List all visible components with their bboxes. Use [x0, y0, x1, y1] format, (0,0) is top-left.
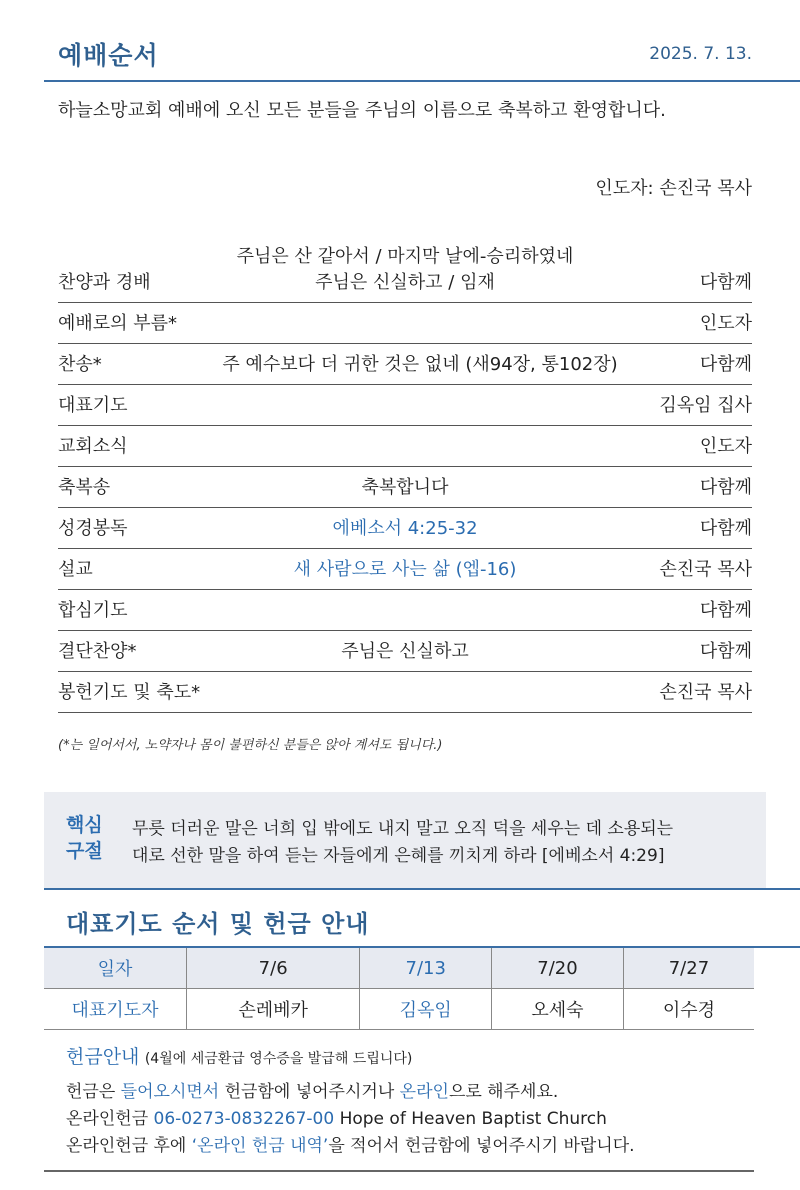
table-cell: 7/13: [360, 948, 492, 989]
table-row: [44, 989, 754, 1030]
highlight-text: ‘온라인 헌금 내역’: [191, 1136, 329, 1156]
order-row: [58, 672, 752, 713]
offering-note: (4월에 세금환급 영수증을 발급해 드립니다): [144, 1051, 413, 1067]
key-verse-line: 무릇 더러운 말은 너희 입 밖에도 내지 말고 오직 덕을 세우는 데 소용되는: [132, 819, 674, 839]
text: 을 적어서 헌금함에 넣어주시기 바랍니다.: [328, 1136, 635, 1156]
account-number: 06-0273-0832267-00: [153, 1109, 335, 1129]
order-right: 손진국 목사: [659, 559, 752, 580]
order-right: 다함께: [699, 272, 752, 293]
order-right: 김옥임 집사: [659, 395, 752, 416]
order-row: [58, 549, 752, 590]
section-title: 대표기도 순서 및 헌금 안내: [66, 910, 370, 938]
account-name: Hope of Heaven Baptist Church: [334, 1109, 607, 1129]
table-row: [44, 948, 754, 989]
bottom-divider: [44, 1170, 754, 1172]
order-row: [58, 631, 752, 672]
worship-order: [58, 240, 752, 713]
order-right: 인도자: [699, 436, 752, 457]
order-row: [58, 240, 752, 303]
order-label: 설교: [58, 559, 93, 580]
text: 헌금함에 넣어주시거나: [219, 1082, 400, 1102]
table-cell: 7/20: [492, 948, 624, 989]
section-divider: [44, 888, 800, 890]
page-title: 예배순서: [58, 41, 159, 70]
order-label: 교회소식: [58, 436, 128, 457]
text: 온라인헌금 후에: [66, 1136, 192, 1156]
leader-info: 인도자: 손진국 목사: [595, 178, 752, 199]
order-row: [58, 303, 752, 344]
key-verse-label: [66, 812, 103, 864]
order-right: 다함께: [699, 354, 752, 375]
prayer-schedule-table: [44, 948, 754, 1030]
key-verse-text: [132, 816, 673, 870]
highlight-text: 온라인: [399, 1082, 449, 1102]
standing-note: (*는 일어서서, 노약자나 몸이 불편하신 분들은 앉아 계셔도 됩니다.): [58, 738, 443, 753]
order-label: 합심기도: [58, 600, 128, 621]
offering-heading: [66, 1044, 635, 1073]
key-verse-line: 대로 선한 말을 하여 듣는 자들에게 은혜를 끼치게 하라 [에베소서 4:29]: [132, 846, 665, 866]
order-label: 봉헌기도 및 축도*: [58, 682, 201, 703]
order-row: [58, 426, 752, 467]
order-label: 예배로의 부름*: [58, 313, 178, 334]
header-divider: [44, 80, 800, 82]
offering-line: [66, 1079, 635, 1106]
order-middle: 주님은 신실하고: [341, 641, 469, 662]
offering-line: [66, 1133, 635, 1160]
table-cell: 오세숙: [492, 989, 624, 1030]
order-label: 결단찬양*: [58, 641, 137, 662]
table-cell: 김옥임: [360, 989, 492, 1030]
table-header-cell: 대표기도자: [44, 989, 187, 1030]
key-verse-label-line: 핵심: [66, 814, 103, 836]
order-middle: 주 예수보다 더 귀한 것은 없네 (새94장, 통102장): [222, 354, 618, 375]
header: [58, 34, 752, 74]
order-right: 인도자: [699, 313, 752, 334]
order-row: [58, 344, 752, 385]
text: 헌금은: [66, 1082, 121, 1102]
offering-line: [66, 1106, 635, 1133]
date: 2025. 7. 13.: [649, 44, 752, 64]
order-right: 다함께: [699, 600, 752, 621]
table-cell: 7/6: [187, 948, 360, 989]
order-right: 다함께: [699, 518, 752, 539]
order-label: 성경봉독: [58, 518, 128, 539]
table-cell: 손레베카: [187, 989, 360, 1030]
sermon-title: 새 사람으로 사는 삶 (엡-16): [293, 559, 517, 580]
text: 으로 해주세요.: [448, 1082, 559, 1102]
order-middle: 축복합니다: [361, 477, 449, 498]
text: 온라인헌금: [66, 1109, 154, 1129]
order-row: [58, 467, 752, 508]
scripture-reference: 에베소서 4:25-32: [332, 518, 478, 539]
order-row: [58, 385, 752, 426]
key-verse-box: [44, 792, 766, 888]
highlight-text: 들어오시면서: [120, 1082, 220, 1102]
welcome-message: 하늘소망교회 예배에 오신 모든 분들을 주님의 이름으로 축복하고 환영합니다.: [58, 100, 666, 121]
order-label: 찬양과 경배: [58, 272, 151, 293]
order-label: 찬송*: [58, 354, 102, 375]
table-cell: 이수경: [623, 989, 754, 1030]
order-right: 다함께: [699, 477, 752, 498]
order-row: [58, 590, 752, 631]
order-row: [58, 508, 752, 549]
order-middle: 주님은 신실하고 / 임재: [315, 272, 495, 293]
offering-title: 헌금안내: [66, 1046, 140, 1068]
order-right: 다함께: [699, 641, 752, 662]
table-header-cell: 일자: [44, 948, 187, 989]
order-middle-top: 주님은 산 같아서 / 마지막 날에-승리하였네: [236, 246, 574, 267]
table-cell: 7/27: [623, 948, 754, 989]
order-label: 대표기도: [58, 395, 128, 416]
order-right: 손진국 목사: [659, 682, 752, 703]
key-verse-label-line: 구절: [66, 840, 103, 862]
offering-info: [66, 1044, 635, 1160]
order-label: 축복송: [58, 477, 111, 498]
